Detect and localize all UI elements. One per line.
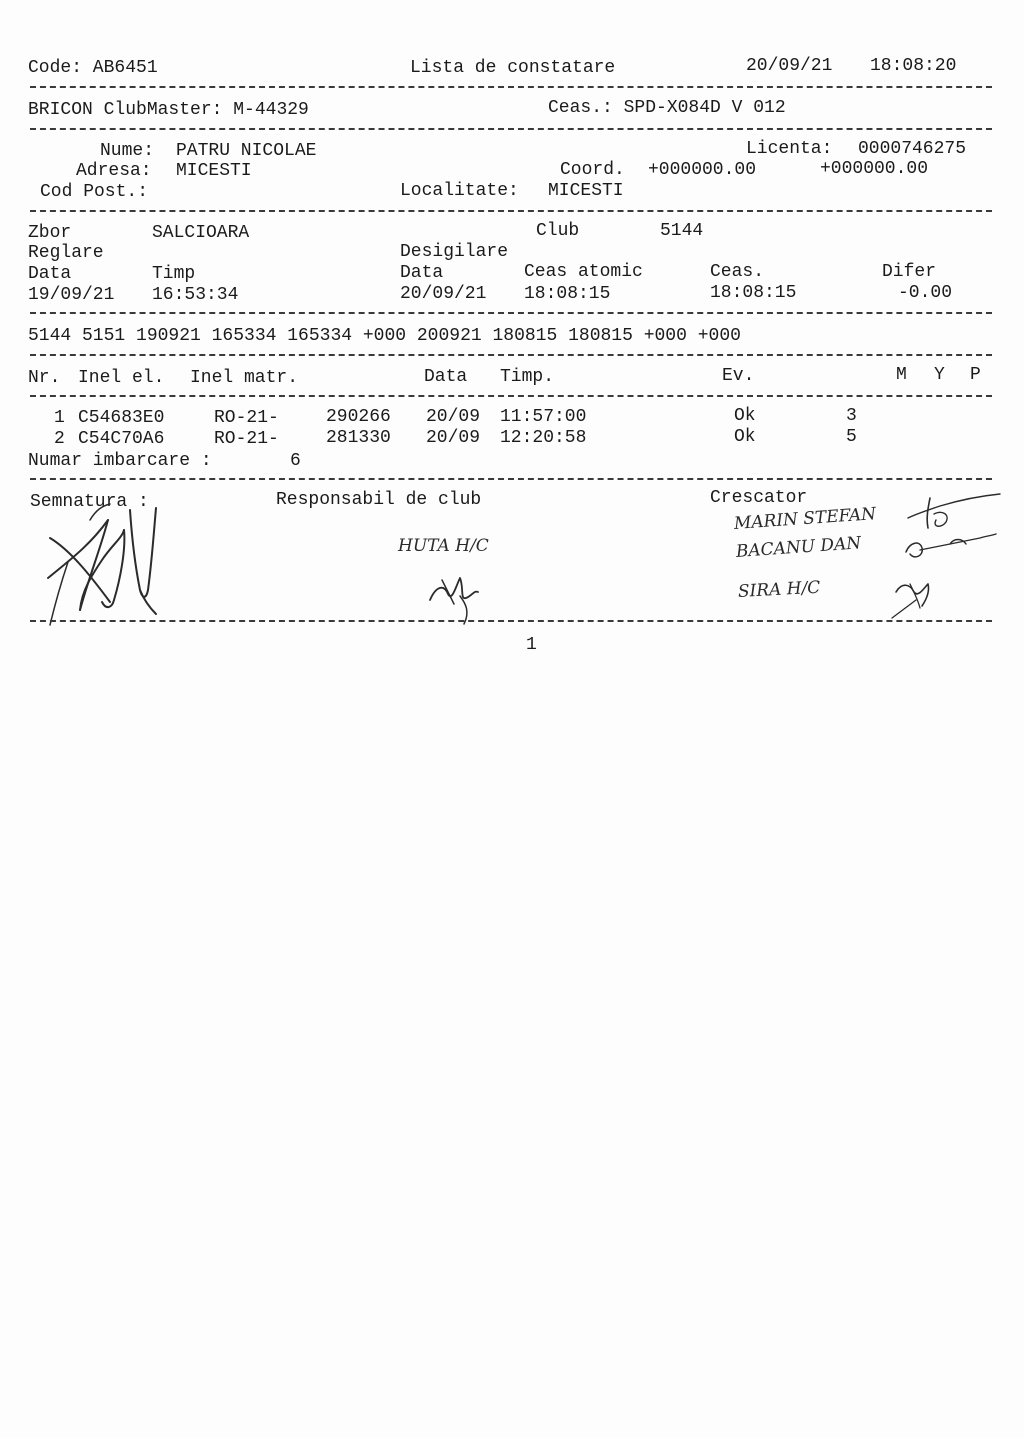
coord-label: Coord. bbox=[560, 160, 625, 180]
col-timp: Timp. bbox=[500, 367, 555, 387]
col-m: M bbox=[896, 365, 907, 385]
fancier-name: PATRU NICOLAE bbox=[176, 141, 317, 161]
separator bbox=[30, 312, 992, 314]
license-number: 0000746275 bbox=[858, 139, 967, 159]
header-date: 20/09/21 bbox=[746, 56, 833, 76]
postal-label: Cod Post.: bbox=[40, 182, 149, 202]
row-ring-prefix: RO-21- bbox=[214, 408, 279, 428]
desig-date-label: Data bbox=[400, 263, 444, 283]
clubmaster-id: BRICON ClubMaster: M-44329 bbox=[28, 100, 309, 120]
row-nr: 1 bbox=[54, 408, 65, 428]
clock-time: 18:08:15 bbox=[710, 283, 797, 303]
col-inel-matr: Inel matr. bbox=[190, 368, 299, 388]
reglare-label: Reglare bbox=[28, 243, 104, 263]
row-inel-el: C54C70A6 bbox=[78, 429, 165, 449]
separator bbox=[30, 354, 992, 356]
separator bbox=[30, 128, 992, 130]
clock-id: Ceas.: SPD-X084D V 012 bbox=[548, 98, 786, 118]
col-ev: Ev. bbox=[722, 366, 755, 386]
zbor-label: Zbor bbox=[28, 223, 72, 243]
page-number: 1 bbox=[526, 635, 537, 655]
row-nr: 2 bbox=[54, 429, 65, 449]
boarding-count: 6 bbox=[290, 451, 301, 471]
reglare-time-label: Timp bbox=[152, 264, 196, 284]
row-ring-prefix: RO-21- bbox=[214, 429, 279, 449]
club-responsible-label: Responsabil de club bbox=[276, 490, 482, 510]
code-label: Code: AB6451 bbox=[28, 58, 158, 78]
row-status: Ok bbox=[734, 427, 756, 447]
encoded-record: 5144 5151 190921 165334 165334 +000 200921 180815 180815 +000 +000 bbox=[28, 326, 741, 346]
col-nr: Nr. bbox=[28, 368, 61, 388]
reglare-date-label: Data bbox=[28, 264, 72, 284]
reglare-date: 19/09/21 bbox=[28, 285, 115, 305]
col-p: P bbox=[970, 365, 981, 385]
clock-label: Ceas. bbox=[710, 262, 765, 282]
row-m: 5 bbox=[846, 427, 857, 447]
responsible-signature bbox=[420, 566, 490, 626]
row-ring-number: 281330 bbox=[326, 428, 391, 448]
col-data: Data bbox=[424, 367, 468, 387]
row-time: 11:57:00 bbox=[500, 407, 587, 427]
col-y: Y bbox=[934, 365, 945, 385]
boarding-label: Numar imbarcare : bbox=[28, 451, 212, 471]
handwritten-breeder-2: BACANU DAN bbox=[735, 533, 862, 562]
club-label: Club bbox=[536, 221, 580, 241]
desig-date: 20/09/21 bbox=[400, 284, 487, 304]
handwritten-breeder-1: MARIN STEFAN bbox=[733, 504, 877, 534]
signature-label: Semnatura : bbox=[30, 492, 149, 512]
coord-y: +000000.00 bbox=[820, 159, 929, 179]
atomic-time: 18:08:15 bbox=[524, 284, 611, 304]
flight-name: SALCIOARA bbox=[152, 223, 250, 243]
row-m: 3 bbox=[846, 406, 857, 426]
difer-value: -0.00 bbox=[898, 283, 953, 303]
locality-label: Localitate: bbox=[400, 181, 519, 201]
breeder-signatures bbox=[880, 488, 1006, 624]
row-date: 20/09 bbox=[426, 407, 481, 427]
fancier-locality: MICESTI bbox=[548, 181, 624, 201]
reglare-time: 16:53:34 bbox=[152, 285, 239, 305]
row-time: 12:20:58 bbox=[500, 428, 587, 448]
difer-label: Difer bbox=[882, 262, 937, 282]
signature-scribble bbox=[30, 490, 180, 630]
desigilare-label: Desigilare bbox=[400, 242, 509, 262]
header-time: 18:08:20 bbox=[870, 56, 957, 76]
row-inel-el: C54683E0 bbox=[78, 408, 165, 428]
fancier-address: MICESTI bbox=[176, 161, 252, 181]
breeder-label: Crescator bbox=[710, 488, 808, 508]
coord-x: +000000.00 bbox=[648, 160, 757, 180]
license-label: Licenta: bbox=[746, 139, 833, 159]
separator bbox=[30, 395, 992, 397]
atomic-clock-label: Ceas atomic bbox=[524, 262, 643, 282]
separator bbox=[30, 210, 992, 212]
club-number: 5144 bbox=[660, 221, 704, 241]
handwritten-responsible-name: HUTA H/C bbox=[398, 536, 489, 556]
address-label: Adresa: bbox=[76, 161, 152, 181]
col-inel-el: Inel el. bbox=[78, 368, 165, 388]
separator bbox=[30, 478, 992, 480]
separator bbox=[30, 620, 992, 622]
separator bbox=[30, 86, 992, 88]
handwritten-breeder-3: SIRA H/C bbox=[737, 577, 821, 602]
document-title: Lista de constatare bbox=[410, 58, 616, 78]
row-date: 20/09 bbox=[426, 428, 481, 448]
name-label: Nume: bbox=[100, 141, 155, 161]
row-status: Ok bbox=[734, 406, 756, 426]
row-ring-number: 290266 bbox=[326, 407, 391, 427]
